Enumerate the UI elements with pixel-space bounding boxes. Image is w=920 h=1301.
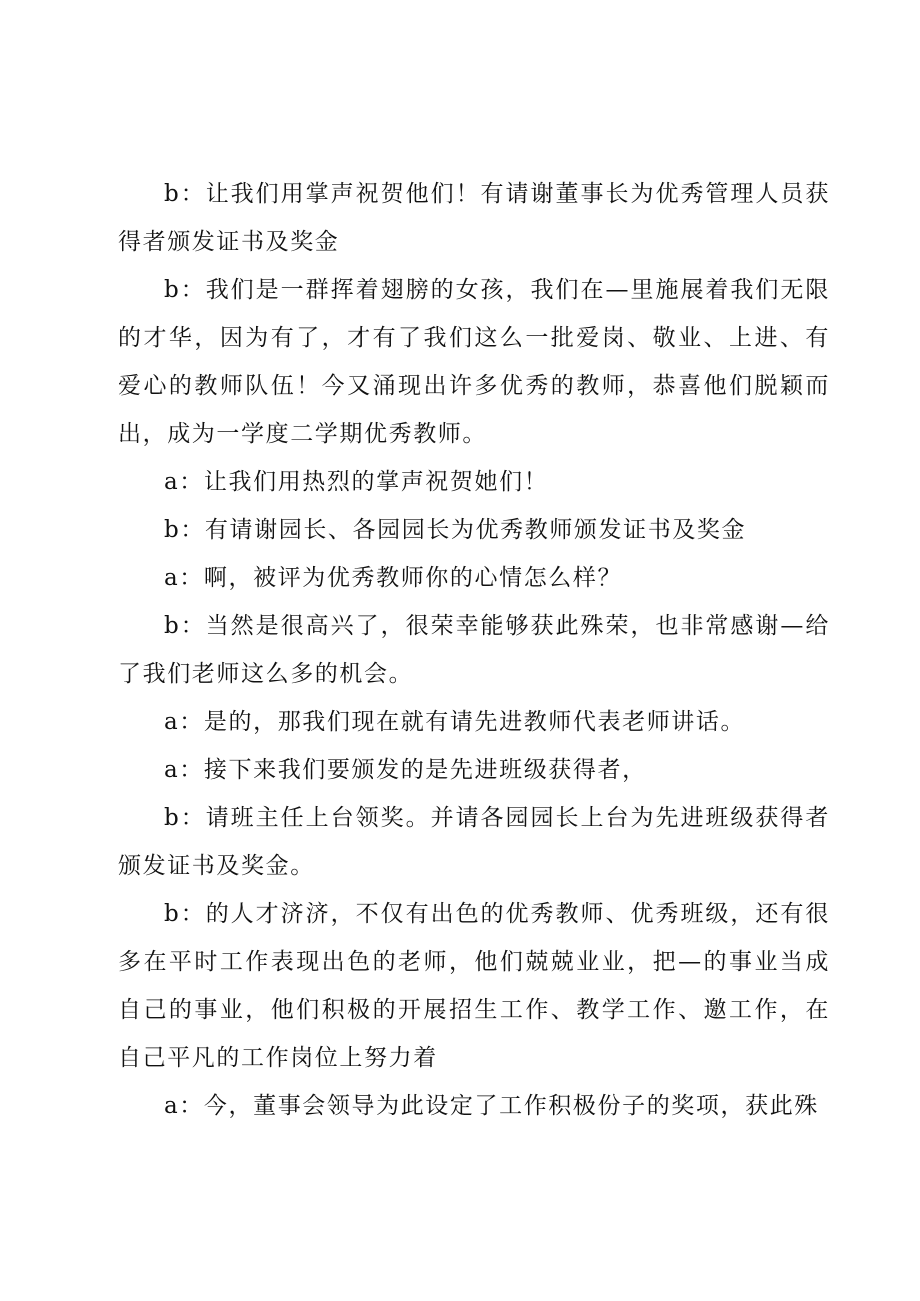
paragraph: b：有请谢园长、各园园长为优秀教师颁发证书及奖金 (164, 517, 747, 543)
document-body (118, 170, 830, 1130)
paragraph: a：今，董事会领导为此设定了工作积极份子的奖项，获此殊 (164, 1093, 819, 1119)
paragraph: b：请班主任上台领奖。并请各园园长上台为先进班级获得者颁发证书及奖金。 (118, 805, 830, 879)
paragraph: a：让我们用热烈的掌声祝贺她们！ (164, 469, 549, 495)
paragraph: b：我们是一群挥着翅膀的女孩，我们在—里施展着我们无限的才华，因为有了，才有了我们这么一批爱岗、敬业、上进、有爱心的教师队伍！今又涌现出许多优秀的教师，恭喜他们脱颖而出，成为一学度二学期优秀教师。 (118, 277, 830, 447)
paragraph: b：当然是很高兴了，很荣幸能够获此殊荣，也非常感谢—给了我们老师这么多的机会。 (118, 613, 830, 687)
paragraph: a：是的，那我们现在就有请先进教师代表老师讲话。 (164, 709, 746, 735)
paragraph: a：接下来我们要颁发的是先进班级获得者， (164, 757, 647, 783)
paragraph: b：的人才济济，不仅有出色的优秀教师、优秀班级，还有很多在平时工作表现出色的老师，他们兢兢业业，把—的事业当成自己的事业，他们积极的开展招生工作、教学工作、邀工作，在自己平凡的工作岗位上努力着 (118, 901, 830, 1071)
paragraph: a：啊，被评为优秀教师你的心情怎么样？ (164, 565, 623, 591)
paragraph: b：让我们用掌声祝贺他们！有请谢董事长为优秀管理人员获得者颁发证书及奖金 (118, 181, 830, 255)
